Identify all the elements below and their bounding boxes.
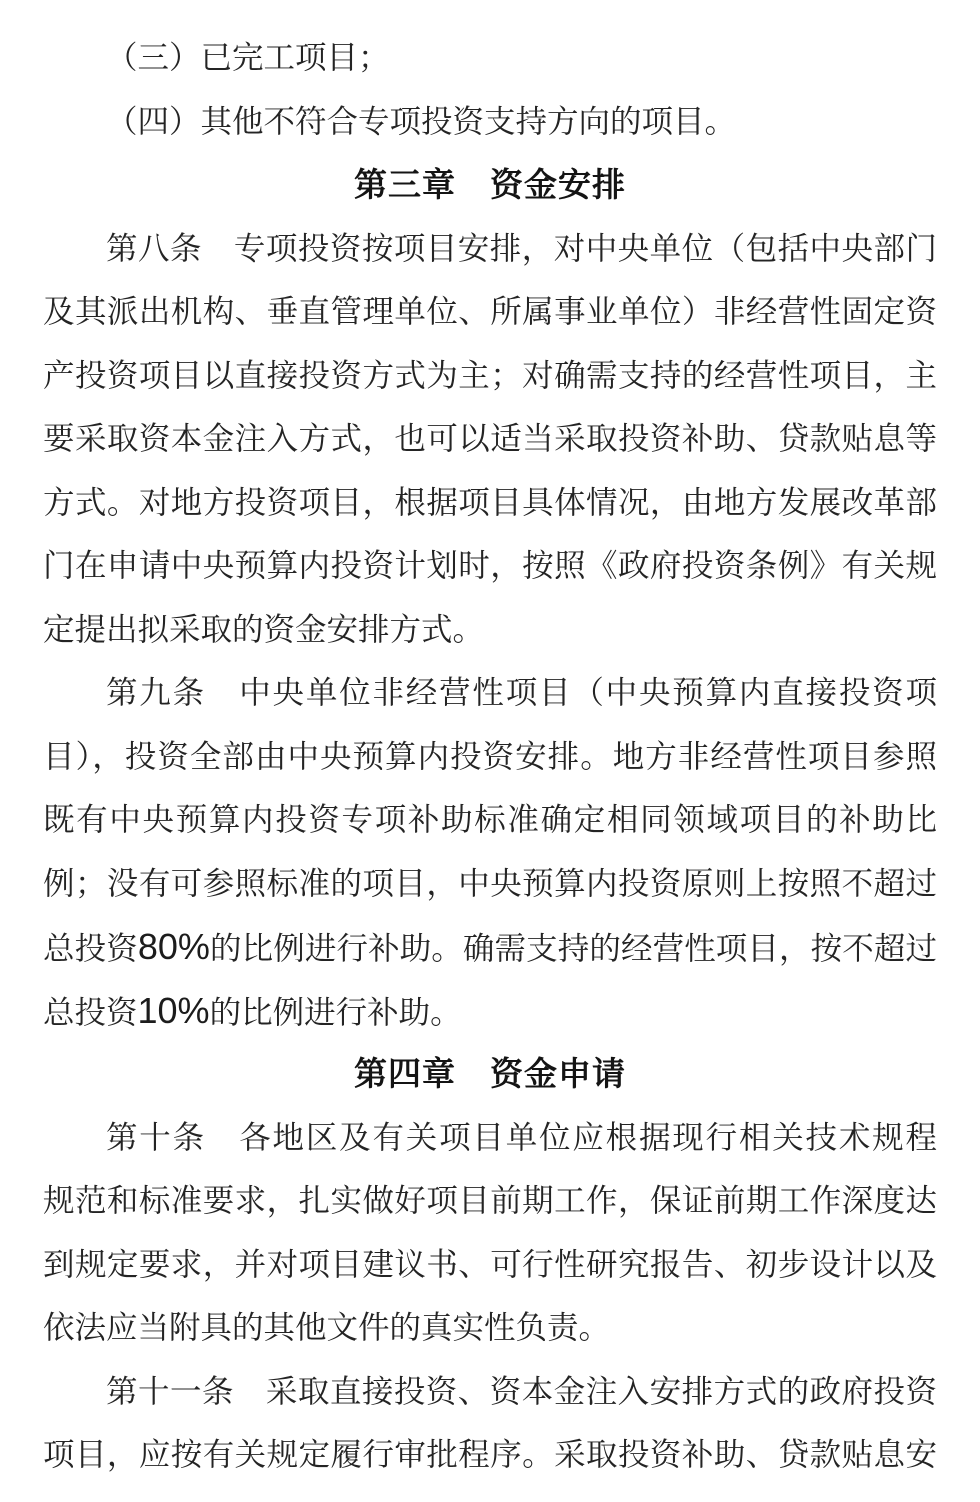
document-body [43,26,937,1487]
document-line: 既有中央预算内投资专项补助标准确定相同领域项目的补助比 [43,802,937,837]
document-line: 总投资80%的比例进行补助。确需支持的经营性项目，按不超过 [43,926,937,967]
document-line: 依法应当附具的其他文件的真实性负责。 [43,1310,611,1345]
document-line: 门在申请中央预算内投资计划时，按照《政府投资条例》有关规 [43,548,937,583]
document-line: 目），投资全部由中央预算内投资安排。地方非经营性项目参照 [43,738,937,774]
document-line: 项目，应按有关规定履行审批程序。采取投资补助、贷款贴息安 [43,1437,937,1472]
numeric-value: 80% [137,926,210,967]
chapter-heading: 第四章 资金申请 [354,1055,626,1092]
document-line: （三）已完工项目； [106,40,390,75]
document-line: 到规定要求，并对项目建议书、可行性研究报告、初步设计以及 [43,1246,937,1282]
document-line: 第十一条 采取直接投资、资本金注入安排方式的政府投资 [106,1373,937,1409]
document-line: 例；没有可参照标准的项目，中央预算内投资原则上按照不超过 [43,865,937,901]
chapter-heading: 第三章 资金安排 [354,166,626,203]
document-line: 方式。对地方投资项目，根据项目具体情况，由地方发展改革部 [43,484,937,520]
document-line: 第八条 专项投资按项目安排，对中央单位（包括中央部门 [106,230,937,266]
document-line: 第九条 中央单位非经营性项目（中央预算内直接投资项 [106,675,937,710]
document-line: 及其派出机构、垂直管理单位、所属事业单位）非经营性固定资 [43,294,937,329]
document-line: 规范和标准要求，扎实做好项目前期工作，保证前期工作深度达 [43,1183,937,1218]
document-line: 第十条 各地区及有关项目单位应根据现行相关技术规程 [106,1119,937,1155]
document-line: 定提出拟采取的资金安排方式。 [43,611,485,647]
document-line: （四）其他不符合专项投资支持方向的项目。 [106,103,737,139]
document-line: 产投资项目以直接投资方式为主；对确需支持的经营性项目，主 [43,357,937,393]
document-line: 总投资10%的比例进行补助。 [43,989,462,1031]
numeric-value: 10% [137,989,210,1031]
document-line: 要采取资本金注入方式，也可以适当采取投资补助、贷款贴息等 [43,421,937,456]
